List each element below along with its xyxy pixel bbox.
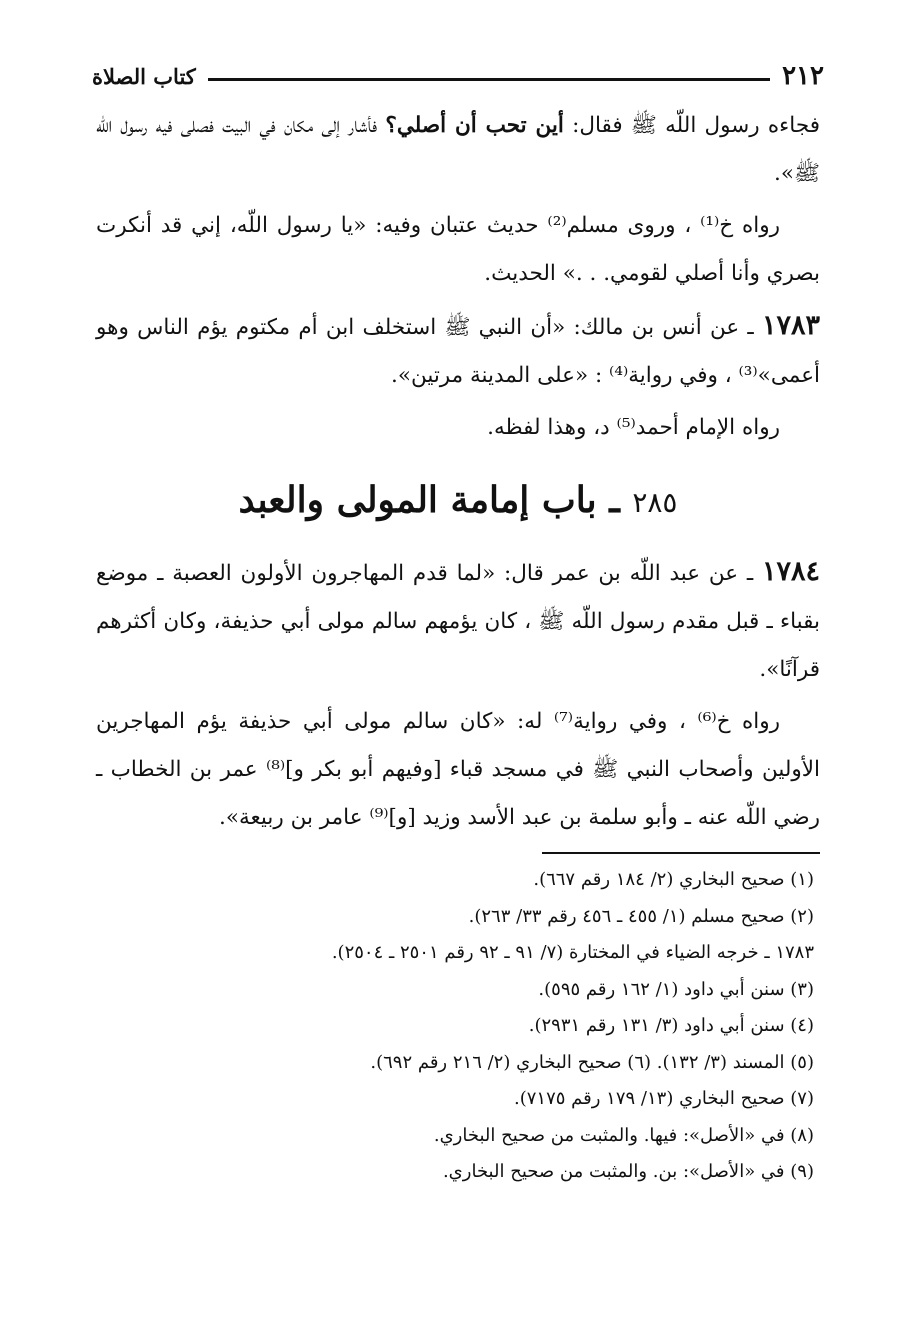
- footnote-item: (١) صحيح البخاري (٢/ ١٨٤ رقم ٦٦٧).: [533, 869, 814, 890]
- footnote-item: (٧) صحيح البخاري (١٣/ ١٧٩ رقم ٧١٧٥).: [514, 1088, 814, 1109]
- narration-note: رواه الإمام أحمد⁽⁵⁾ د، وهذا لفظه.: [487, 415, 780, 440]
- paragraph-text: فأشار إلى مكان في البيت فصلى فيه رسول اللّه ﷺ».: [96, 113, 820, 186]
- footnote-item: (٨) في «الأصل»: فيها. والمثبت من صحيح البخاري.: [433, 1124, 814, 1146]
- page-number: ٢١٢: [782, 61, 824, 91]
- paragraph-continuation: [96, 102, 820, 198]
- quoted-speech: أين تحب أن أصلي؟: [385, 113, 564, 138]
- footnote-item: ١٧٨٣ ـ خرجه الضياء في المختارة (٧/ ٩١ ـ ٩٢ رقم ٢٥٠١ ـ ٢٥٠٤).: [331, 942, 814, 963]
- paragraph-text: فجاءه رسول اللّه ﷺ فقال:: [563, 113, 820, 138]
- footnote-item: (٥) المسند (٣/ ١٣٢). (٦) صحيح البخاري (٢/ ٢١٦ رقم ٦٩٢).: [370, 1051, 814, 1073]
- footnotes: [96, 862, 820, 1191]
- hadith-number: ١٧٨٣: [761, 310, 820, 341]
- chapter-title: ـ باب إمامة المولى والعبد: [238, 479, 633, 521]
- hadith-1783: [96, 302, 820, 400]
- chapter-heading: [96, 470, 820, 530]
- footnote-item: (٤) سنن أبي داود (٣/ ١٣١ رقم ٢٩٣١).: [528, 1015, 814, 1036]
- header-rule: [208, 78, 770, 81]
- main-text-bottom: [96, 548, 820, 846]
- main-text-top: [96, 102, 820, 456]
- footnote-item: (٣) سنن أبي داود (١/ ١٦٢ رقم ٥٩٥).: [538, 978, 814, 1000]
- chapter-number: ٢٨٥: [632, 486, 678, 519]
- hadith-number: ١٧٨٤: [761, 556, 820, 587]
- page-header: [92, 58, 824, 94]
- hadith-text: ـ عن عبد اللّه بن عمر قال: «لما قدم المهاجرون الأولون العصبة ـ موضع بقباء ـ قبل مقدم رسول اللّه ﷺ ، كان يؤمهم سالم مولى أبي حذيفة، وكان أكثرهم قرآنًا».: [96, 561, 820, 682]
- hadith-1784: [96, 548, 820, 694]
- footnote-item: (٢) صحيح مسلم (١/ ٤٥٥ ـ ٤٥٦ رقم ٣٣/ ٢٦٣).: [468, 905, 814, 927]
- footnote-separator: [542, 852, 820, 854]
- footnote-item: (٩) في «الأصل»: بن. والمثبت من صحيح البخاري.: [442, 1161, 814, 1182]
- hadith-text: ـ عن أنس بن مالك: «أن النبي ﷺ استخلف ابن أم مكتوم يؤم الناس وهو أعمى»⁽³⁾ ، وفي رواية⁽⁴⁾ : «على المدينة مرتين».: [96, 315, 820, 388]
- narration-note: رواه خ⁽⁶⁾ ، وفي رواية⁽⁷⁾ له: «كان سالم مولى أبي حذيفة يؤم المهاجرين الأولين وأصحاب النبي ﷺ في مسجد قباء [وفيهم أبو بكر و]⁽⁸⁾ عمر بن الخطاب ـ رضي اللّه عنه ـ وأبو سلمة بن عبد الأسد وزيد [و]⁽⁹⁾ عامر بن ربيعة».: [96, 709, 820, 830]
- narration-note: رواه خ⁽¹⁾ ، وروى مسلم⁽²⁾ حديث عتبان وفيه: «يا رسول اللّه، إني قد أنكرت بصري وأنا أصلي لقومي. . .» الحديث.: [96, 213, 820, 286]
- running-title: كتاب الصلاة: [92, 63, 196, 89]
